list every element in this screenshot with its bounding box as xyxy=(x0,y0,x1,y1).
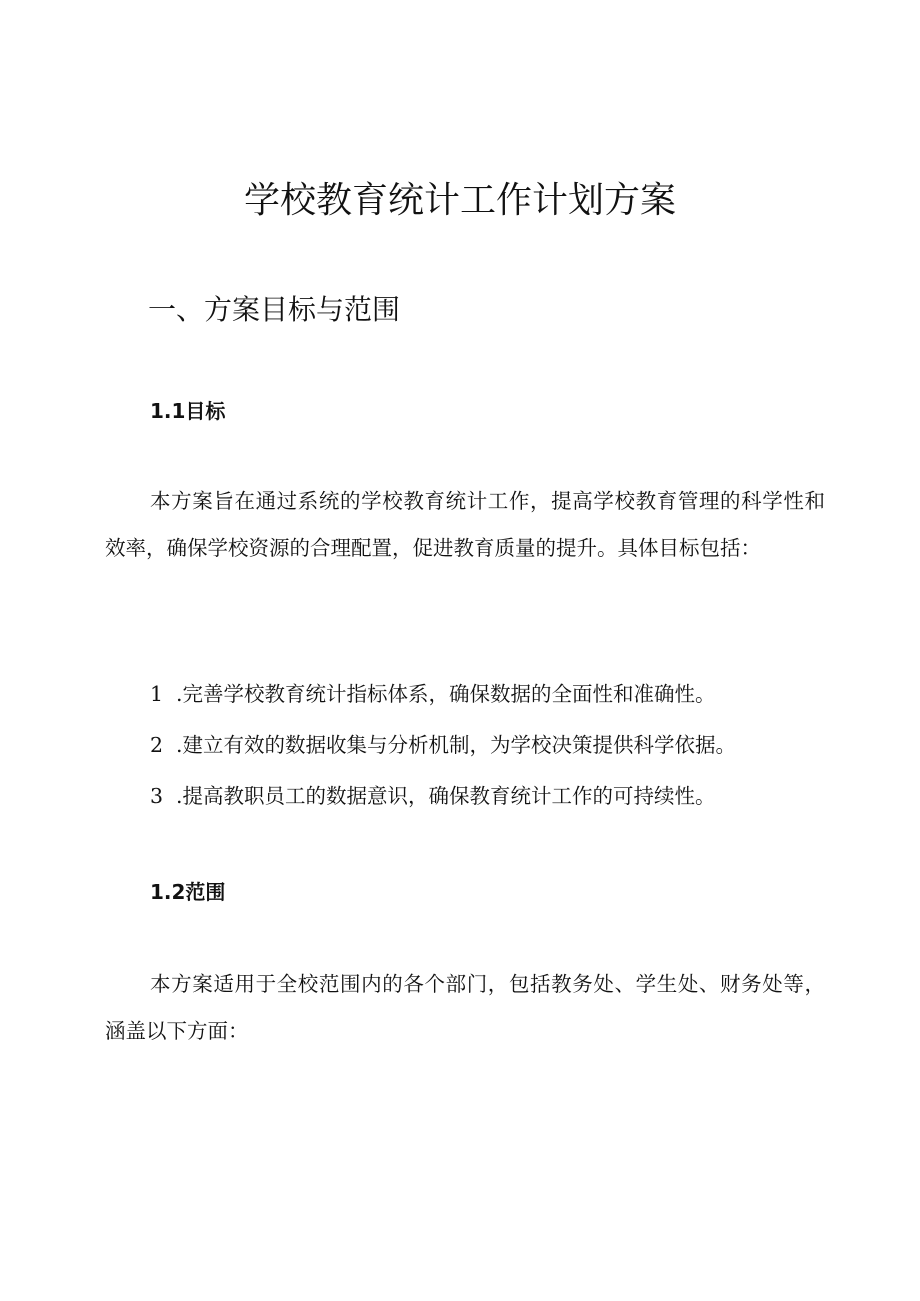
list-item-number: 1 xyxy=(150,682,164,706)
goals-paragraph: 本方案旨在通过系统的学校教育统计工作，提高学校教育管理的科学性和效率，确保学校资源的合理配置，促进教育质量的提升。具体目标包括： xyxy=(105,489,825,560)
scope-paragraph: 本方案适用于全校范围内的各个部门，包括教务处、学生处、财务处等，涵盖以下方面： xyxy=(105,972,825,1043)
list-item xyxy=(150,774,736,825)
list-item-text: .提高教职员工的数据意识，确保教育统计工作的可持续性。 xyxy=(176,784,716,808)
list-item-number: 2 xyxy=(150,733,164,757)
list-item xyxy=(150,672,736,723)
list-item xyxy=(150,723,736,774)
section-heading: 一、方案目标与范围 xyxy=(148,293,401,326)
list-item-text: .建立有效的数据收集与分析机制，为学校决策提供科学依据。 xyxy=(176,733,737,757)
subsection-heading-goals: 1.1目标 xyxy=(150,399,226,423)
list-item-text: .完善学校教育统计指标体系，确保数据的全面性和准确性。 xyxy=(176,682,716,706)
document-title: 学校教育统计工作计划方案 xyxy=(243,180,676,221)
list-item-number: 3 xyxy=(150,784,164,808)
goals-list xyxy=(150,672,736,825)
subsection-heading-scope: 1.2范围 xyxy=(150,880,226,904)
